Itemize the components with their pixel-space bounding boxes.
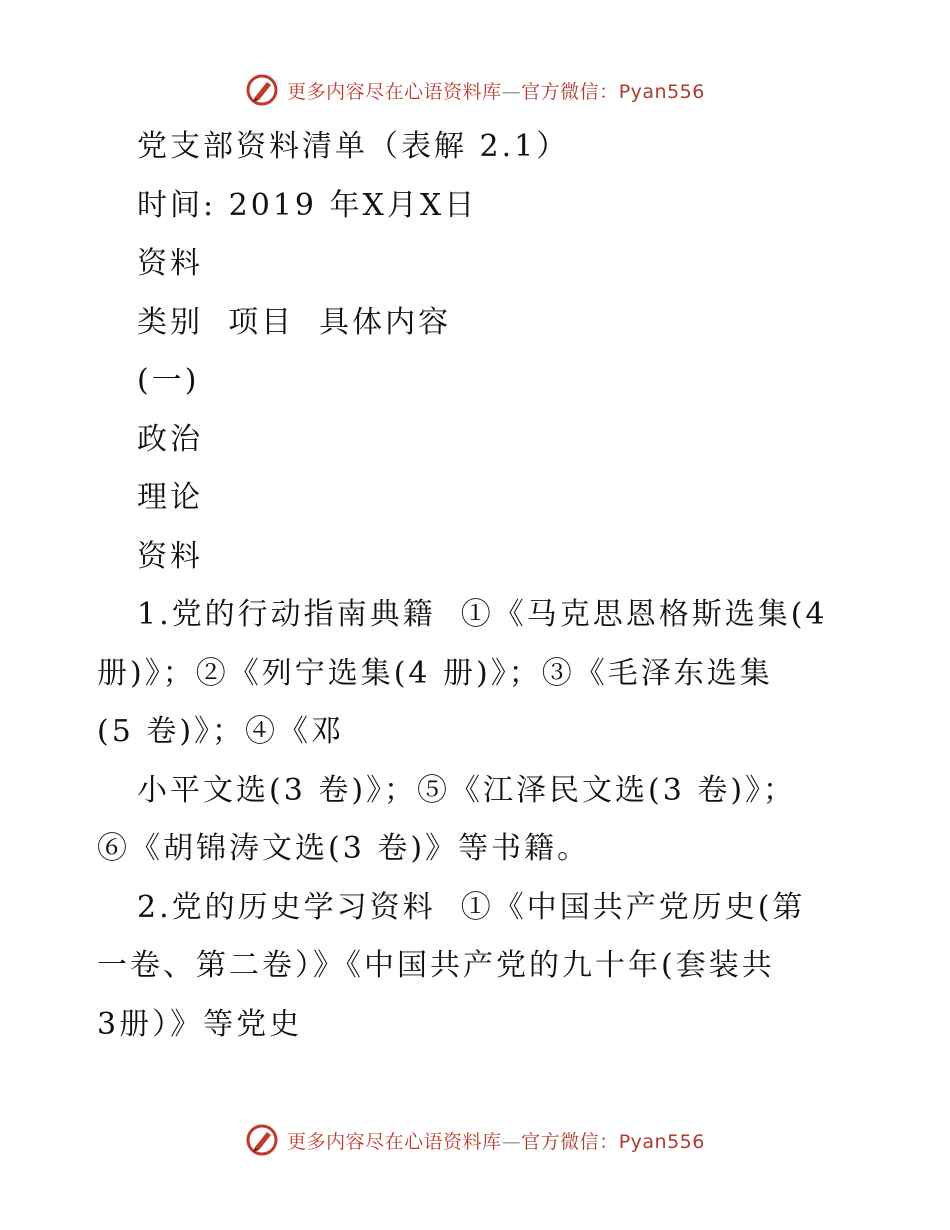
paragraph-line: (5 卷)》；④《邓 [97,714,345,749]
text-line: 政治 [137,421,203,457]
banner-text [287,77,705,104]
banner-site-text: 更多内容尽在心语资料库 [287,80,502,103]
text-line: (一) [137,363,200,398]
table-header-line: 类别 项目 具体内容 [137,304,452,340]
header-watermark-banner [0,70,950,110]
text-line: 理论 [137,480,203,515]
pen-logo-icon [245,73,279,107]
banner-separator: — [501,80,522,103]
banner-separator: — [501,1130,522,1153]
paragraph-line: 1.党的行动指南典籍 ①《马克思恩格斯选集(4 [137,597,828,632]
pen-logo-icon [245,1123,279,1157]
paragraph-line: 小平文选(3 卷)》；⑤《江泽民文选(3 卷)》； [137,772,797,808]
paragraph-line: 3册）》等党史 [97,1006,303,1042]
banner-wechat-label: 官方微信： [521,1130,619,1153]
document-body [97,118,857,1054]
banner-site-text: 更多内容尽在心语资料库 [287,1130,502,1153]
paragraph-line: 2.党的历史学习资料 ①《中国共产党历史(第 [137,889,806,925]
paragraph-line: ⑥《胡锦涛文选(3 卷)》等书籍。 [97,831,591,866]
banner-text [287,1127,705,1154]
paragraph-line: 一卷、第二卷）》《中国共产党的九十年(套装共 [97,948,775,983]
banner-wechat-id: Pyan556 [618,80,705,103]
banner-wechat-label: 官方微信： [521,80,619,103]
text-line: 资料 [137,538,203,574]
document-title: 党支部资料清单（表解 2.1） [137,129,570,164]
document-date: 时间: 2019 年X月X日 [137,187,478,223]
paragraph-line: 册)》；②《列宁选集(4 册)》；③《毛泽东选集 [97,655,773,691]
banner-wechat-id: Pyan556 [618,1130,705,1153]
text-line: 资料 [137,246,203,281]
footer-watermark-banner [0,1120,950,1160]
